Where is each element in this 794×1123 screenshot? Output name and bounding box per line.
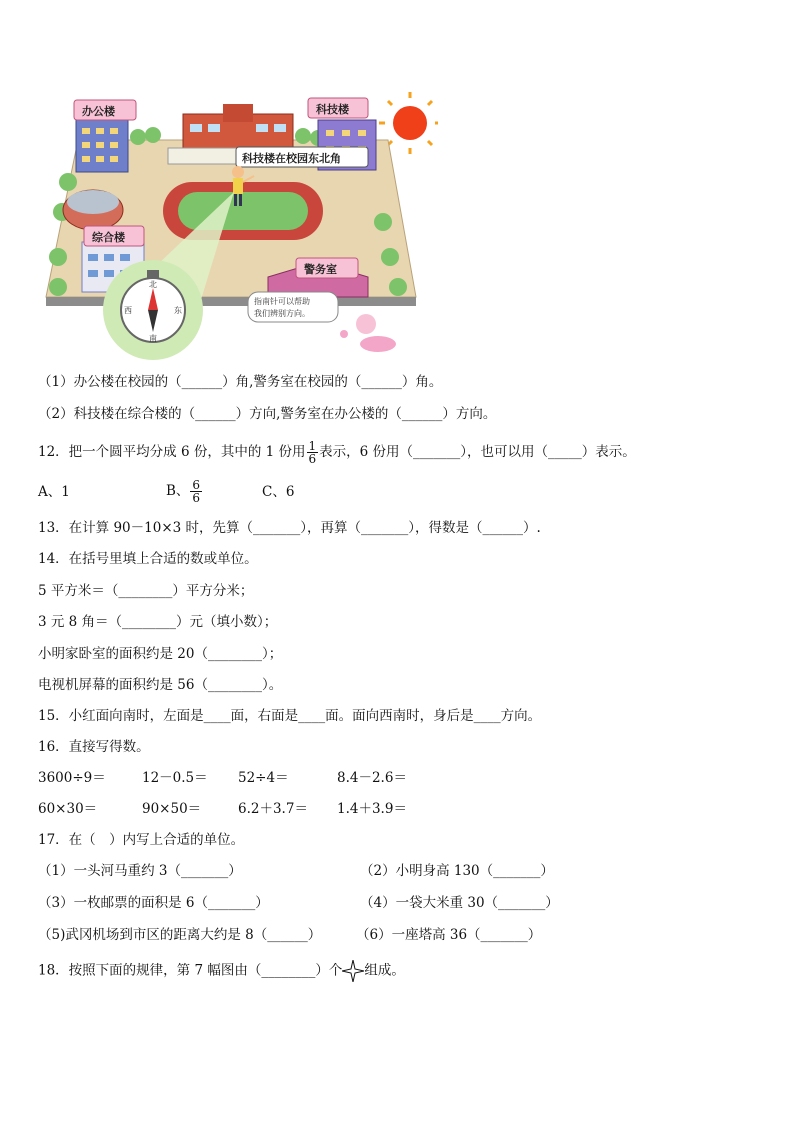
q14-line4: 电视机屏幕的面积约是 56（________）。	[38, 677, 283, 693]
q15: 15．小红面向南时，左面是____面，右面是____面。面向西南时，身后是____方向。	[38, 708, 542, 724]
q14-line1: 5 平方米＝（________）平方分米；	[38, 583, 254, 599]
q14-title: 14．在括号里填上合适的数或单位。	[38, 551, 258, 567]
q12-fraction	[307, 440, 319, 465]
q11-part2: （2）科技楼在综合楼的（______）方向,警务室在办公楼的（______）方向。	[38, 406, 497, 422]
four-point-star-icon	[342, 960, 364, 982]
compass-west: 西	[124, 306, 132, 315]
q16-r1-c2: 12－0.5＝	[142, 770, 208, 786]
office-label: 办公楼	[82, 105, 115, 118]
q12-fraction-den: 6	[308, 452, 317, 466]
q11-part1: （1）办公楼在校园的（______）角,警务室在校园的（______）角。	[38, 374, 443, 390]
q12-option-b-prefix: B、	[166, 483, 190, 499]
q12-stem	[38, 438, 636, 466]
q16-r2-c2: 90×50＝	[142, 801, 202, 817]
q18	[38, 960, 405, 982]
q14-line3: 小明家卧室的面积约是 20（________）；	[38, 646, 283, 662]
q16-r1-c1: 3600÷9＝	[38, 770, 106, 786]
q12-option-a: A、1	[38, 484, 70, 500]
q17-item1: （1）一头河马重约 3（_______）	[38, 863, 242, 879]
q12-option-b	[166, 472, 203, 510]
q16-r1-c3: 52÷4＝	[238, 770, 289, 786]
q12-stem-before: 12．把一个圆平均分成 6 份，其中的 1 份用	[38, 444, 306, 460]
compass-south: 南	[149, 334, 157, 343]
science-note-label: 科技楼在校园东北角	[242, 152, 341, 165]
q17-item4: （4）一袋大米重 30（_______）	[360, 895, 559, 911]
q18-after: 组成。	[364, 962, 405, 979]
round-building	[63, 190, 123, 230]
tip-bubble	[248, 292, 338, 322]
q17-item2: （2）小明身高 130（_______）	[360, 863, 554, 879]
tip-line-2: 我们辨别方向。	[254, 309, 310, 318]
office-building	[74, 100, 136, 172]
q17-title: 17．在（ ）内写上合适的单位。	[38, 832, 245, 848]
guard-label: 警务室	[304, 263, 337, 276]
q14-line2: 3 元 8 角＝（________）元（填小数）；	[38, 614, 278, 630]
compass-icon	[103, 260, 203, 360]
q12-option-b-num: 6	[192, 478, 201, 492]
campus-wall	[46, 297, 416, 306]
q16-r2-c1: 60×30＝	[38, 801, 98, 817]
q12-option-c: C、6	[262, 484, 295, 500]
school-map-illustration	[38, 92, 438, 362]
q13: 13．在计算 90－10×3 时，先算（_______），再算（_______），得数是（______）.	[38, 520, 541, 536]
q12-fraction-num: 1	[308, 439, 317, 453]
q17-item3: （3）一枚邮票的面积是 6（_______）	[38, 895, 269, 911]
q16-title: 16．直接写得数。	[38, 739, 150, 755]
q16-r1-c4: 8.4－2.6＝	[337, 770, 407, 786]
q16-r2-c4: 1.4＋3.9＝	[337, 801, 407, 817]
q16-r2-c3: 6.2＋3.7＝	[238, 801, 308, 817]
q12-option-b-fraction	[190, 479, 202, 504]
q17-item6: （6）一座塔高 36（_______）	[356, 927, 542, 943]
q18-before: 18．按照下面的规律，第 7 幅图由（________）个	[38, 962, 343, 979]
girl-figure	[340, 314, 396, 352]
tip-line-1: 指南针可以帮助	[254, 297, 310, 306]
complex-label: 综合楼	[92, 231, 125, 244]
q12-stem-after: 表示，6 份用（_______），也可以用（_____）表示。	[319, 444, 636, 460]
q17-item5: （5)武冈机场到市区的距离大约是 8（______）	[38, 927, 322, 943]
compass-north: 北	[149, 280, 157, 289]
q12-option-b-den: 6	[192, 491, 201, 505]
science-label: 科技楼	[316, 103, 349, 116]
compass-east: 东	[174, 306, 182, 315]
